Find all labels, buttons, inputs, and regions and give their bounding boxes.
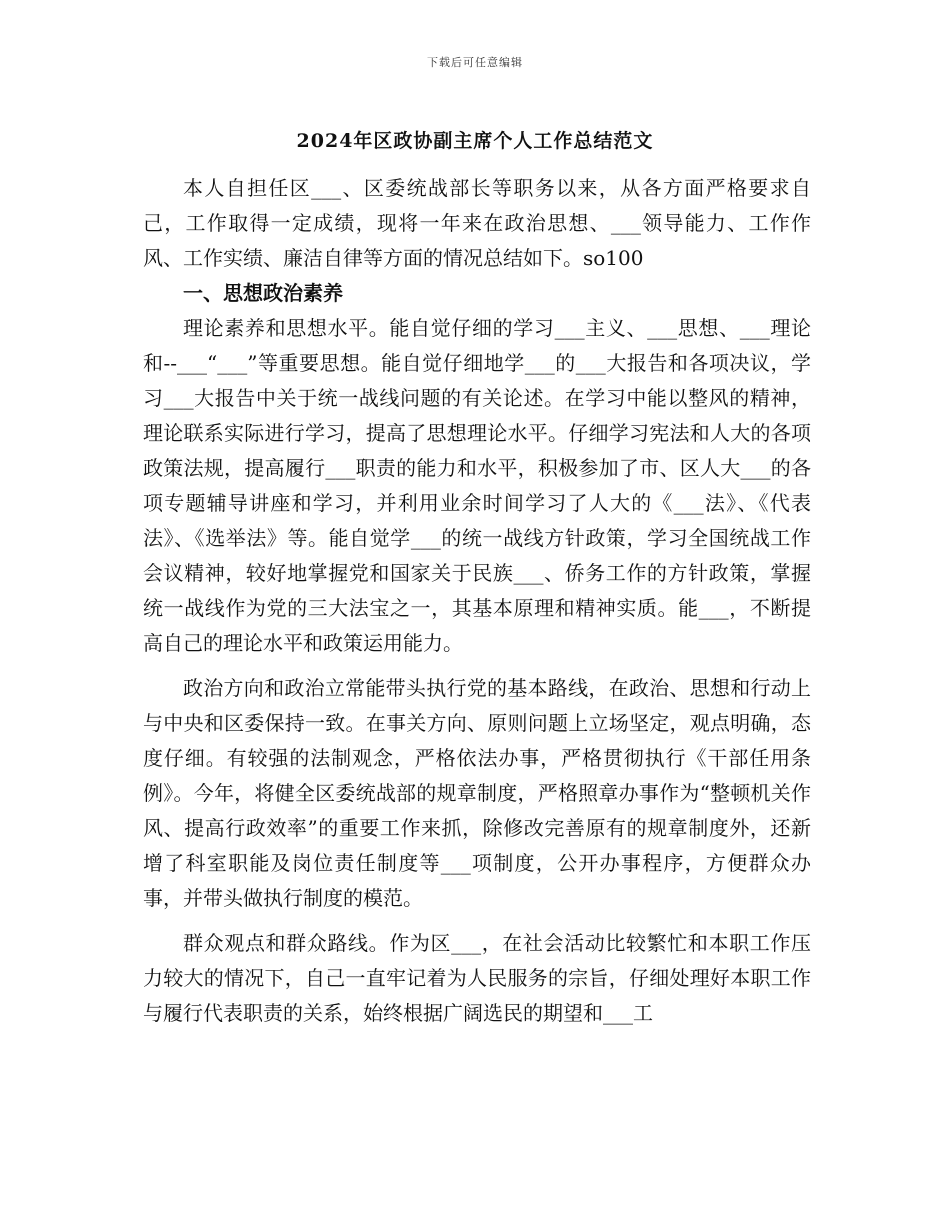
paragraph-gap xyxy=(143,661,811,671)
document-body xyxy=(143,171,811,1031)
body-paragraph: 群众观点和群众路线。作为区___，在社会活动比较繁忙和本职工作压力较大的情况下，自己一直牢记着为人民服务的宗旨，仔细处理好本职工作与履行代表职责的关系，始终根据广阔选民的期望和___工 xyxy=(143,931,811,1025)
header-note: 下载后可任意编辑 xyxy=(427,56,523,69)
body-paragraph: 政治方向和政治立常能带头执行党的基本路线，在政治、思想和行动上与中央和区委保持一致。在事关方向、原则问题上立场坚定，观点明确，态度仔细。有较强的法制观念，严格依法办事，严格贯彻执行《干部任用条例》。今年，将健全区委统战部的规章制度，严格照章办事作为“整顿机关作风、提高行政效率”的重要工作来抓，除修改完善原有的规章制度外，还新增了科室职能及岗位责任制度等___项制度，公开办事程序，方便群众办事，并带头做执行制度的模范。 xyxy=(143,676,811,910)
document-title: 2024年区政协副主席个人工作总结范文 xyxy=(296,130,654,152)
body-paragraph: 理论素养和思想水平。能自觉仔细的学习___主义、___思想、___理论和--___“___”等重要思想。能自觉仔细地学___的___大报告和各项决议，学习___大报告中关于统一战线问题的有关论述。在学习中能以整风的精神，理论联系实际进行学习，提高了思想理论水平。仔细学习宪法和人大的各项政策法规，提高履行___职责的能力和水平，积极参加了市、区人大___的各项专题辅导讲座和学习，并利用业余时间学习了人大的《___法》、《代表法》、《选举法》等。能自觉学___的统一战线方针政策，学习全国统战工作会议精神，较好地掌握党和国家关于民族___、侨务工作的方针政策，掌握统一战线作为党的三大法宝之一，其基本原理和精神实质。能___，不断提高自己的理论水平和政策运用能力。 xyxy=(143,316,811,655)
paragraph-gap xyxy=(143,916,811,926)
section-heading: 一、思想政治素养 xyxy=(183,281,343,305)
intro-paragraph: 本人自担任区___、区委统战部长等职务以来，从各方面严格要求自己，工作取得一定成绩，现将一年来在政治思想、___领导能力、工作作风、工作实绩、廉洁自律等方面的情况总结如下。so100 xyxy=(143,176,811,270)
